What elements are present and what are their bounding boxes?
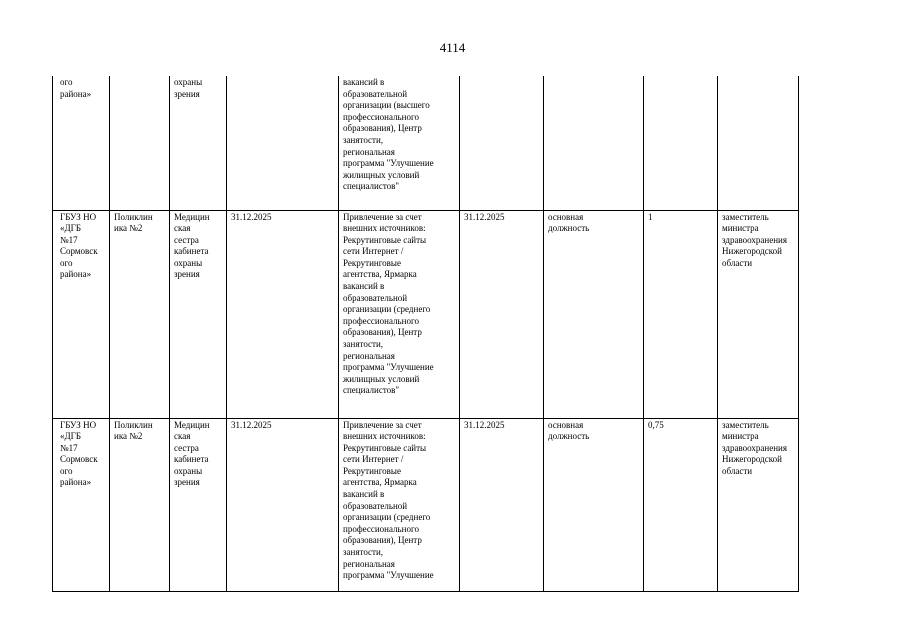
rate-cell [644,76,718,210]
deadline-cell: 31.12.2025 [460,210,544,418]
deadline-cell [460,76,544,210]
responsible-cell: заместитель министра здравоохранения Нижегородской области [718,210,799,418]
responsible-cell: заместитель министра здравоохранения Нижегородской области [718,418,799,591]
position-type-cell [544,76,644,210]
table-row [53,418,799,591]
measures-cell: Привлечение за счет внешних источников: Рекрутинговые сайты сети Интернет / Рекрутинговые агентства, Ярмарка вакансий в образовательной организации (среднего профессионального образования), Центр занятости, региональная программа "Улучшение [339,418,460,591]
position-cell: Медицин ская сестра кабинета охраны зрения [170,418,227,591]
department-cell: Поликлин ика №2 [110,418,170,591]
staffing-table [52,76,799,592]
rate-cell: 1 [644,210,718,418]
date-cell: 31.12.2025 [227,210,339,418]
table-row [53,76,799,210]
position-type-cell: основная должность [544,210,644,418]
position-type-cell: основная должность [544,418,644,591]
measures-cell: вакансий в образовательной организации (высшего профессионального образования), Центр занятости, региональная программа "Улучшение жилищных условий специалистов" [339,76,460,210]
position-cell: Медицин ская сестра кабинета охраны зрения [170,210,227,418]
department-cell [110,76,170,210]
position-cell: охраны зрения [170,76,227,210]
institution-cell: ого района» [53,76,110,210]
institution-cell: ГБУЗ НО «ДГБ №17 Сормовск ого района» [53,210,110,418]
responsible-cell [718,76,799,210]
page-number: 4114 [439,40,466,55]
date-cell: 31.12.2025 [227,418,339,591]
department-cell: Поликлин ика №2 [110,210,170,418]
deadline-cell: 31.12.2025 [460,418,544,591]
measures-cell: Привлечение за счет внешних источников: Рекрутинговые сайты сети Интернет / Рекрутинговые агентства, Ярмарка вакансий в образовательной организации (среднего профессионального образования), Центр занятости, региональная программа "Улучшение жилищных условий специалистов" [339,210,460,418]
table-row [53,210,799,418]
institution-cell: ГБУЗ НО «ДГБ №17 Сормовск ого района» [53,418,110,591]
rate-cell: 0,75 [644,418,718,591]
date-cell [227,76,339,210]
